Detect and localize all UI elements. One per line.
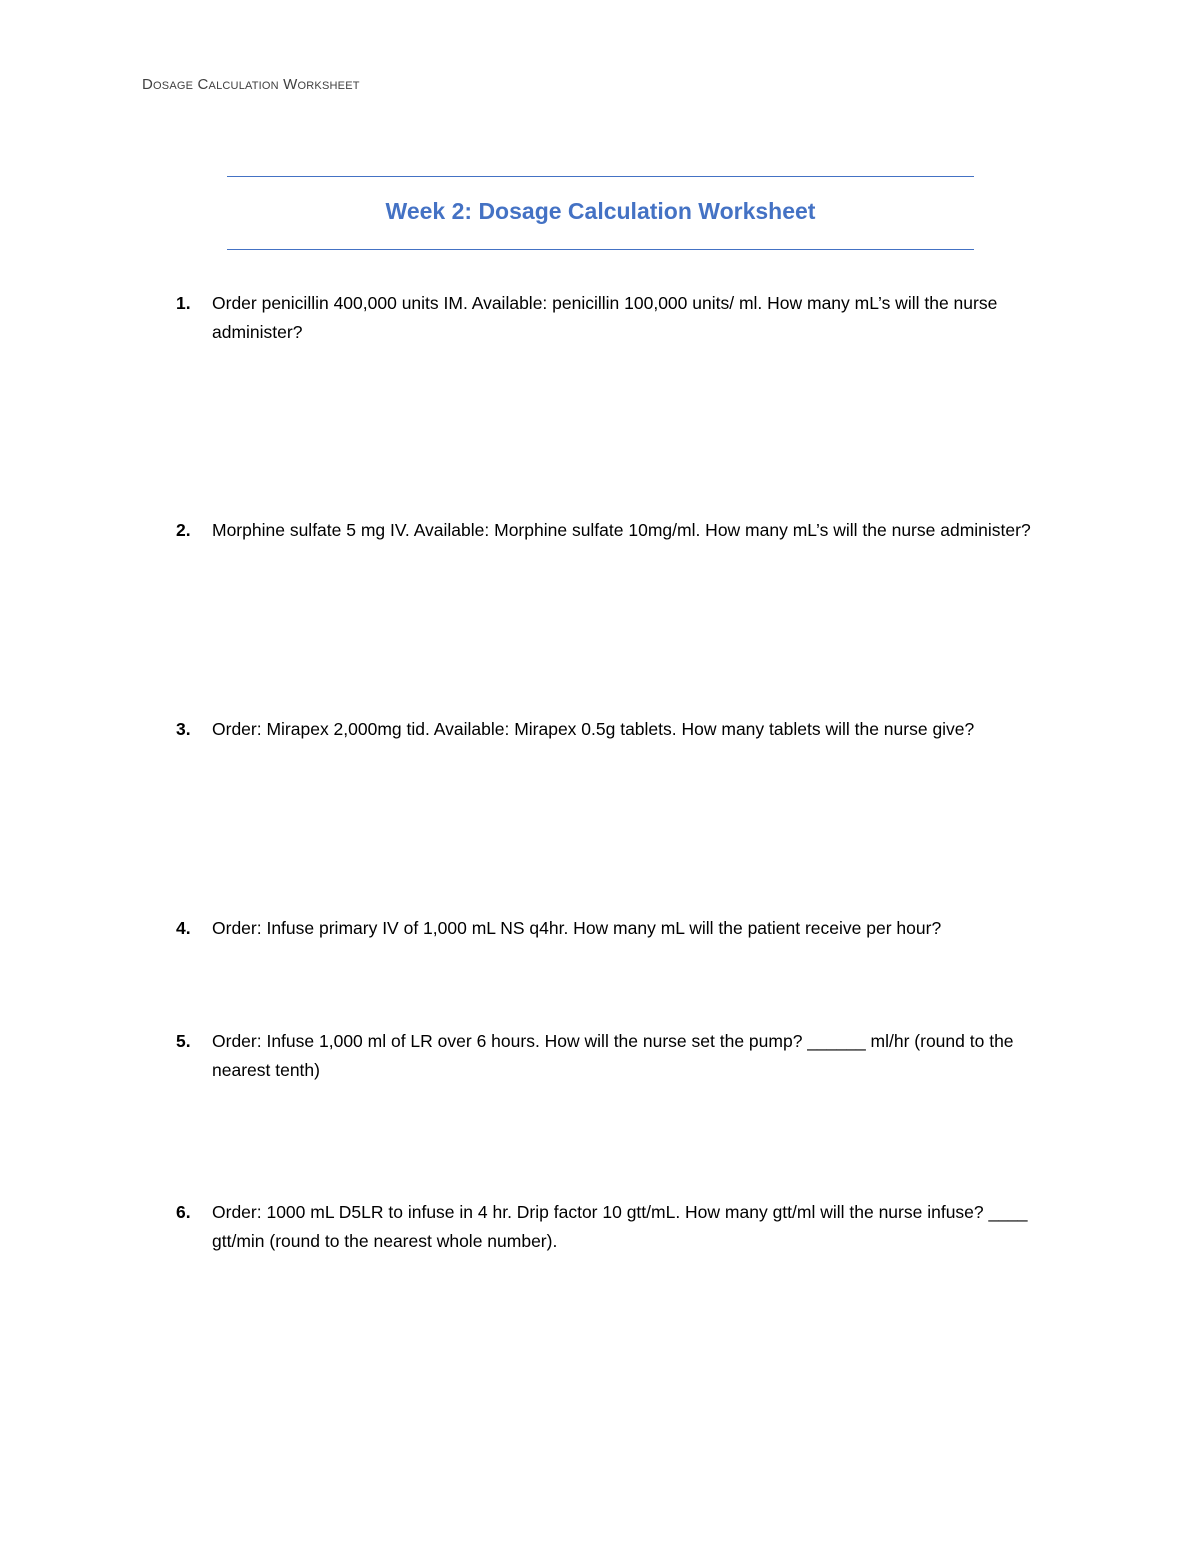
- page-title: Week 2: Dosage Calculation Worksheet: [385, 198, 816, 224]
- question-item: [176, 914, 1061, 943]
- running-header: Dosage Calculation Worksheet: [142, 76, 360, 93]
- question-item: [176, 289, 1061, 347]
- question-text: Order: Infuse primary IV of 1,000 mL NS q4hr. How many mL will the patient receive per hour?: [212, 918, 942, 938]
- question-text: Order penicillin 400,000 units IM. Available: penicillin 100,000 units/ ml. How many mL’s will the nurse administer?: [212, 293, 998, 342]
- question-number: 2.: [176, 520, 191, 540]
- question-number: 1.: [176, 293, 191, 313]
- question-text: Morphine sulfate 5 mg IV. Available: Morphine sulfate 10mg/ml. How many mL’s will the nurse administer?: [212, 520, 1031, 540]
- question-number: 3.: [176, 719, 191, 739]
- question-item: [176, 715, 1061, 744]
- title-bottom-rule: [227, 249, 974, 250]
- question-text: Order: Infuse 1,000 ml of LR over 6 hours. How will the nurse set the pump? ______ ml/hr (round to the nearest tenth): [212, 1031, 1014, 1080]
- question-number: 6.: [176, 1202, 191, 1222]
- question-text: Order: 1000 mL D5LR to infuse in 4 hr. Drip factor 10 gtt/mL. How many gtt/ml will the nurse infuse? ____ gtt/min (round to the nearest whole number).: [212, 1202, 1028, 1251]
- question-number: 5.: [176, 1031, 191, 1051]
- question-item: [176, 516, 1061, 545]
- title-top-rule: [227, 176, 974, 177]
- question-item: [176, 1198, 1061, 1256]
- question-text: Order: Mirapex 2,000mg tid. Available: Mirapex 0.5g tablets. How many tablets will the nurse give?: [212, 719, 975, 739]
- question-item: [176, 1027, 1061, 1085]
- question-number: 4.: [176, 918, 191, 938]
